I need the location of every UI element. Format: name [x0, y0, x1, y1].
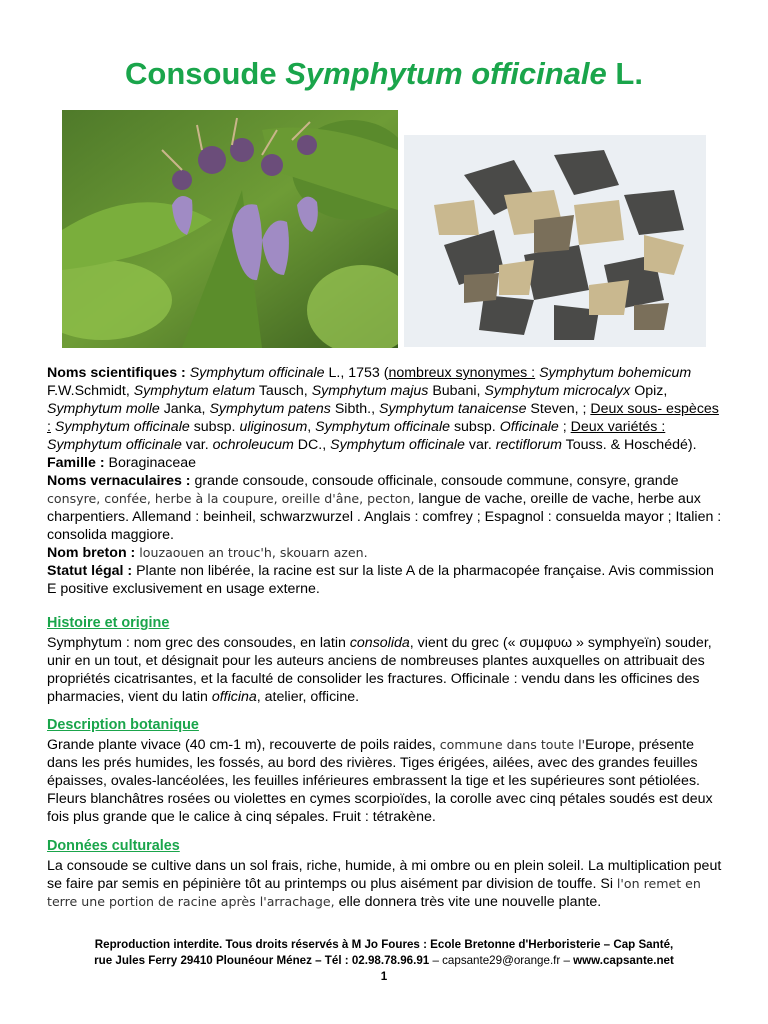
breton-name: Nom breton : louzaouen an trouc'h, skouarn azen.	[47, 545, 368, 561]
footer-line-1: Reproduction interdite. Tous droits réservés à M Jo Foures : Ecole Bretonne d'Herboristerie – Cap Santé,	[94, 938, 674, 951]
section-text-description: Grande plante vivace (40 cm-1 m), recouverte de poils raides, commune dans toute l'Europe, présente dans les prés humides, les fossés, au bord des rivières. Tiges érigées, ailées, avec des grandes feuilles épaisses, ovales-lancéolées, les feuilles inférieures embrassent la tige et les supérieures sont pétiolées. Fleurs blanchâtres rosées ou violettes en cymes scorpioïdes, la corolle avec cinq pétales soudés est deux fois plus grande que le calice à cinq sépales. Fruit : tétrakène.	[47, 737, 713, 825]
section-description	[47, 716, 727, 826]
family: Famille : Boraginaceae	[47, 455, 197, 471]
section-heading-description: Description botanique	[47, 717, 199, 733]
page-footer	[0, 937, 768, 985]
section-text-culture: La consoude se cultive dans un sol frais, riche, humide, à mi ombre ou en plein soleil. La multiplication peut se faire par semis en pépinière tôt au printemps ou plus aisément par division de touffe. Si l'on remet en terre une portion de racine après l'arrachage, elle donnera très vite une nouvelle plante.	[47, 858, 722, 910]
plant-info-block	[47, 364, 723, 598]
page-title: Consoude Symphytum officinale L.	[125, 56, 643, 91]
flower-photo	[62, 110, 398, 348]
dried-roots-image	[404, 135, 706, 347]
section-text-histoire: Symphytum : nom grec des consoudes, en latin consolida, vient du grec (« συμφυω » symphyeïn) souder, unir en un tout, et désignait pour les auteurs anciens de nombreuses plantes auxquelles on attribuait des propriétés cicatrisantes, et la faculté de consolider les fractures. Officinale : vendu dans les officines des pharmacies, vient du latin officina, atelier, officine.	[47, 635, 712, 705]
section-culture	[47, 837, 727, 911]
section-heading-culture: Données culturales	[47, 838, 180, 854]
footer-line-2: rue Jules Ferry 29410 Plounéour Ménez – Tél : 02.98.78.96.91 – capsante29@orange.fr – www.capsante.net	[94, 954, 674, 967]
scientific-names: Noms scientifiques : Symphytum officinale L., 1753 (nombreux synonymes : Symphytum bohemicum F.W.Schmidt, Symphytum elatum Tausch, Symphytum majus Bubani, Symphytum microcalyx Opiz, Symphytum molle Janka, Symphytum patens Sibth., Symphytum tanaicense Steven, ; Deux sous- espèces : Symphytum officinale subsp. uliginosum, Symphytum officinale subsp. Officinale ; Deux variétés : Symphytum officinale var. ochroleucum DC., Symphytum officinale var. rectiflorum Touss. & Hoschédé).	[47, 365, 719, 453]
section-histoire	[47, 614, 727, 706]
page-number: 1	[380, 970, 388, 983]
section-heading-histoire: Histoire et origine	[47, 615, 170, 631]
vernacular-names: Noms vernaculaires : grande consoude, consoude officinale, consoude commune, consyre, grande consyre, confée, herbe à la coupure, oreille d'âne, pecton, langue de vache, oreille de vache, herbe aux charpentiers. Allemand : beinheil, schwarzwurzel . Anglais : comfrey ; Espagnol : consuelda mayor ; Italien : consolida maggiore.	[47, 473, 722, 543]
roots-photo	[404, 135, 706, 347]
comfrey-flowers-image	[62, 110, 398, 348]
legal-status: Statut légal : Plante non libérée, la racine est sur la liste A de la pharmacopée française. Avis commission E positive exclusivement en usage externe.	[47, 563, 714, 597]
